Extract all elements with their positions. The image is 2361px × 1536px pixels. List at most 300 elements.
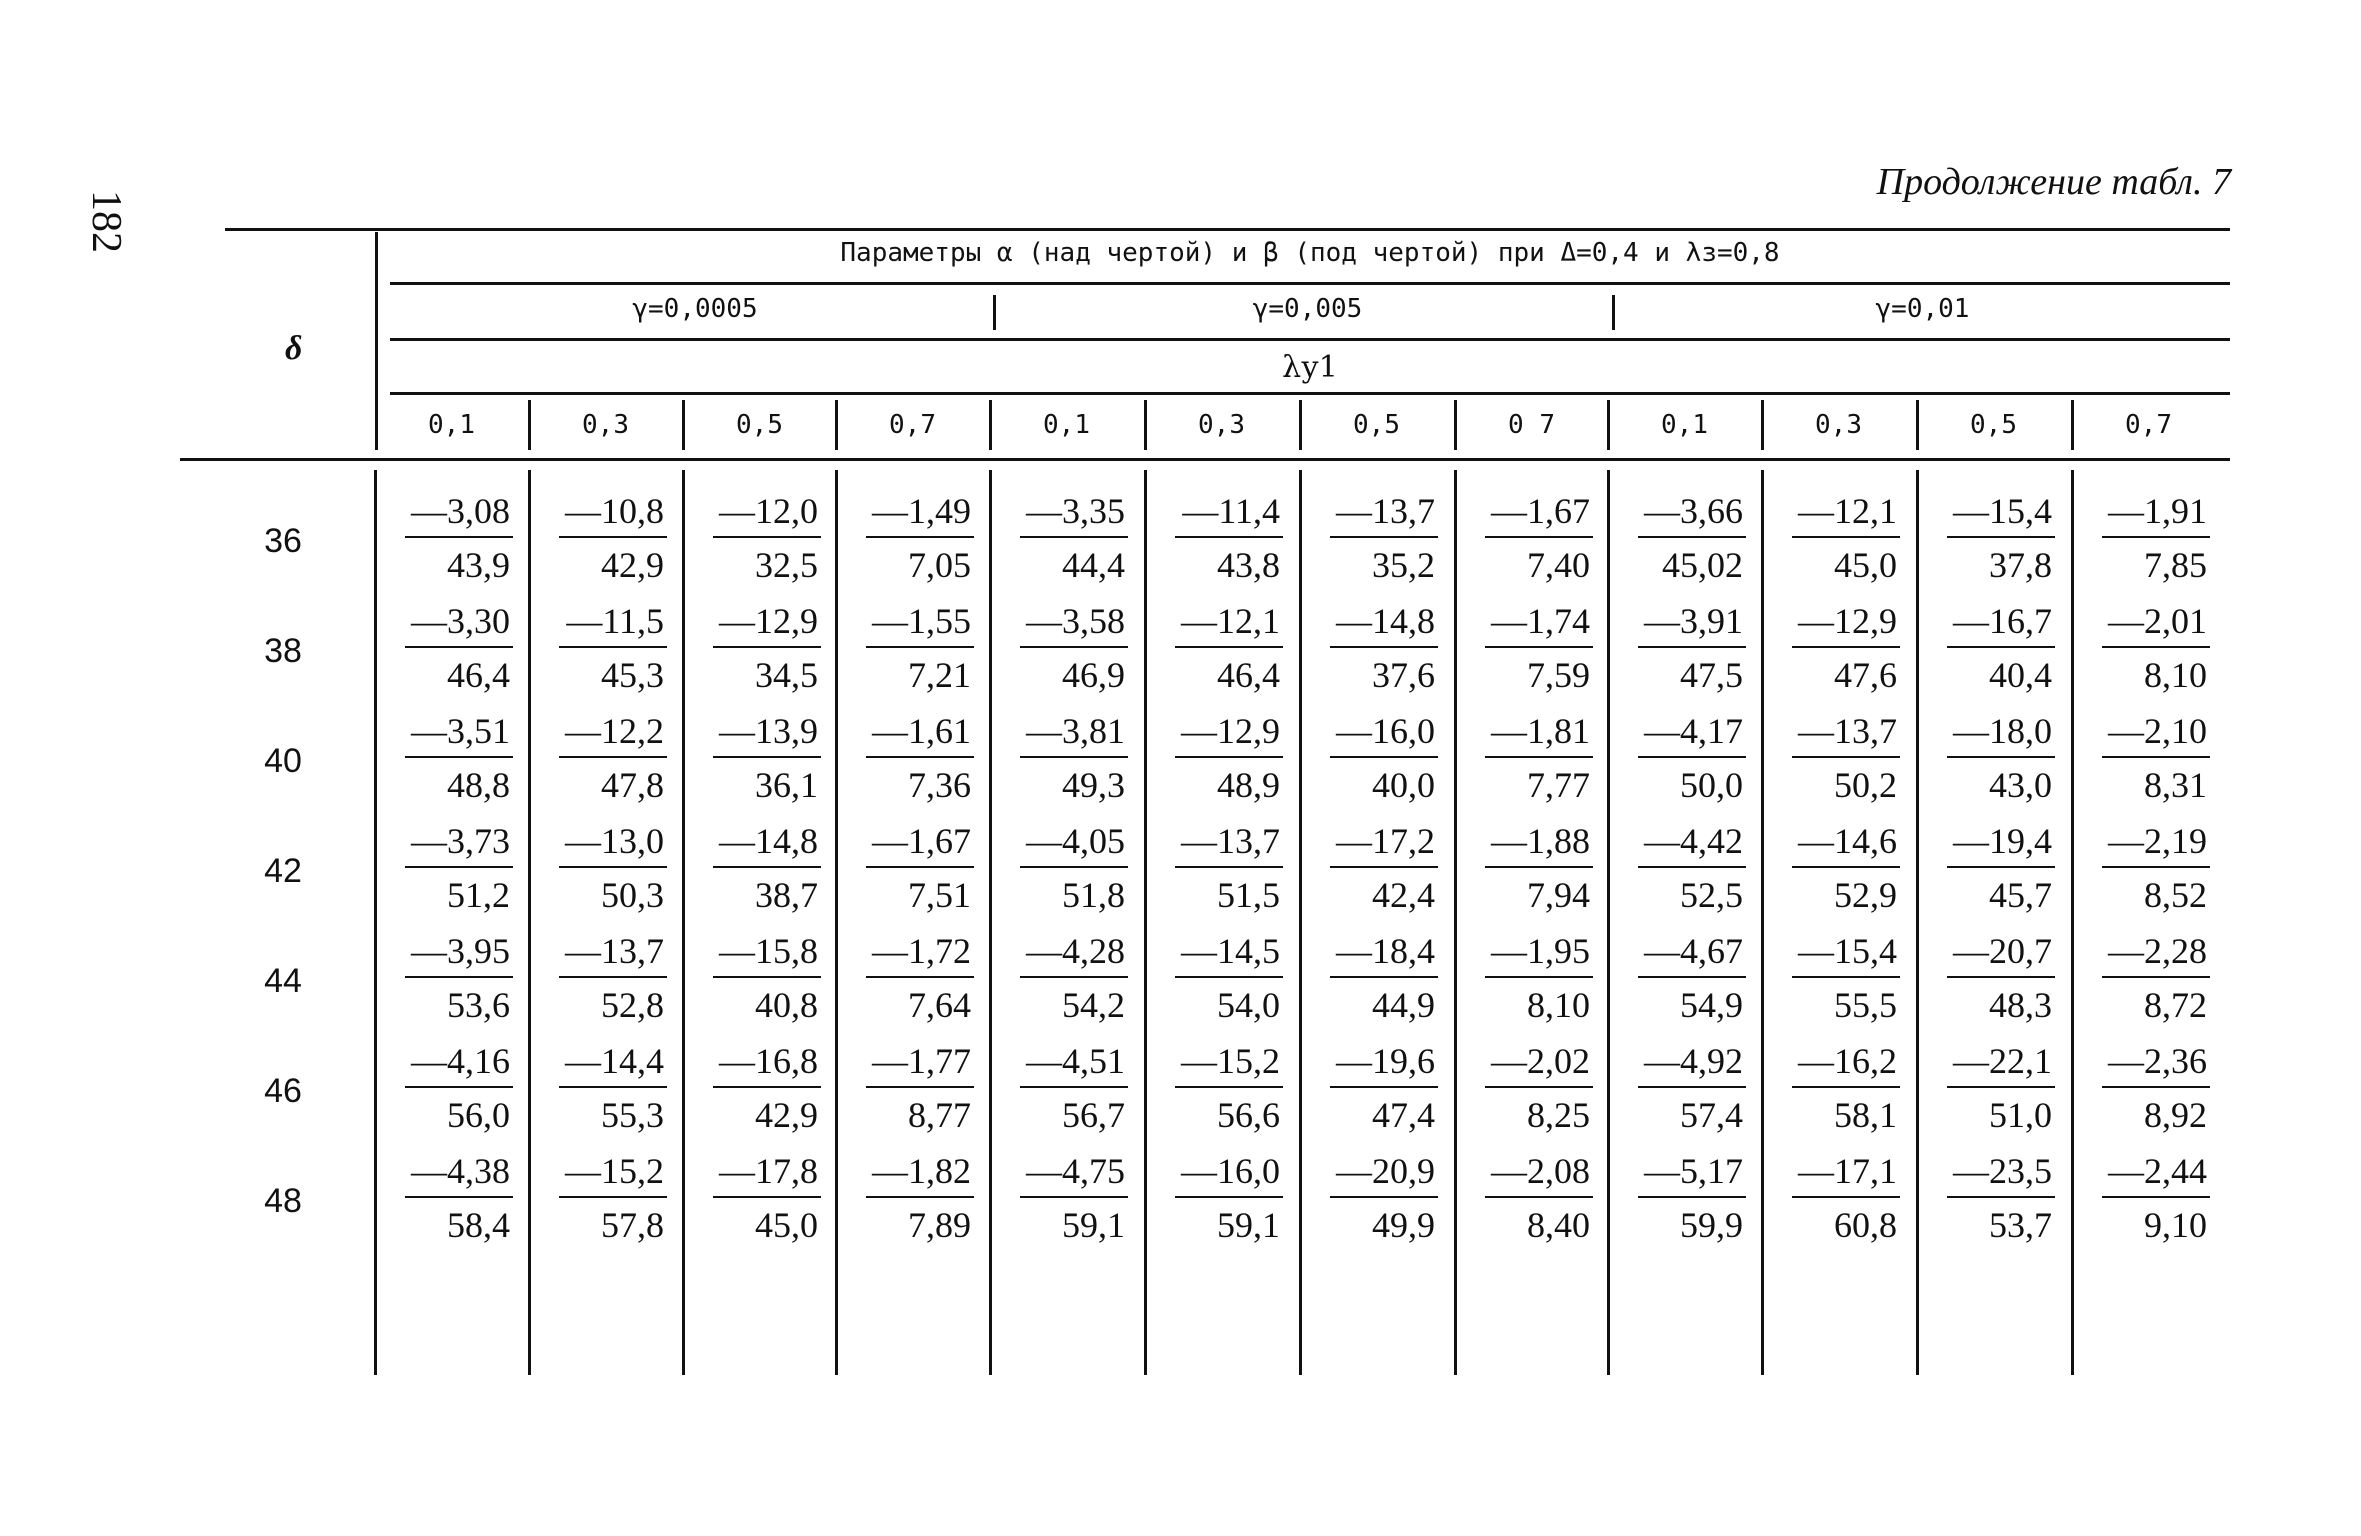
fraction-bar <box>2102 976 2210 978</box>
alpha-value: —15,2 <box>565 1151 664 1191</box>
alpha-value: —10,8 <box>565 491 664 531</box>
alpha-value: —3,91 <box>1644 601 1743 641</box>
fraction-bar <box>1485 866 1593 868</box>
beta-value: 47,8 <box>601 765 664 805</box>
fraction-bar <box>2102 1196 2210 1198</box>
beta-value: 55,5 <box>1834 985 1897 1025</box>
alpha-value: —18,0 <box>1953 711 2052 751</box>
column-header: 0,7 <box>889 410 936 440</box>
column-separator <box>2071 470 2074 1375</box>
alpha-value: —1,88 <box>1491 821 1590 861</box>
fraction-bar <box>866 1086 974 1088</box>
beta-value: 46,4 <box>447 655 510 695</box>
fraction-bar <box>1638 976 1746 978</box>
alpha-value: —1,91 <box>2108 491 2207 531</box>
beta-value: 50,2 <box>1834 765 1897 805</box>
alpha-value: —4,42 <box>1644 821 1743 861</box>
beta-value: 43,8 <box>1217 545 1280 585</box>
beta-value: 8,92 <box>2144 1095 2207 1135</box>
alpha-value: —23,5 <box>1953 1151 2052 1191</box>
beta-value: 44,4 <box>1062 545 1125 585</box>
row-label: 46 <box>264 1072 302 1110</box>
fraction-bar <box>405 536 513 538</box>
alpha-value: —4,38 <box>411 1151 510 1191</box>
alpha-value: —17,8 <box>719 1151 818 1191</box>
beta-value: 8,31 <box>2144 765 2207 805</box>
alpha-value: —3,08 <box>411 491 510 531</box>
beta-value: 55,3 <box>601 1095 664 1135</box>
fraction-bar <box>2102 1086 2210 1088</box>
alpha-value: —5,17 <box>1644 1151 1743 1191</box>
alpha-value: —3,81 <box>1026 711 1125 751</box>
column-separator <box>1607 470 1610 1375</box>
beta-value: 51,5 <box>1217 875 1280 915</box>
column-header-separator <box>1144 400 1147 450</box>
alpha-value: —16,7 <box>1953 601 2052 641</box>
alpha-value: —13,7 <box>1798 711 1897 751</box>
beta-value: 45,0 <box>1834 545 1897 585</box>
fraction-bar <box>1330 536 1438 538</box>
column-header: 0,7 <box>2125 410 2172 440</box>
beta-value: 57,4 <box>1680 1095 1743 1135</box>
alpha-value: —1,82 <box>872 1151 971 1191</box>
alpha-value: —4,75 <box>1026 1151 1125 1191</box>
beta-value: 57,8 <box>601 1205 664 1245</box>
fraction-bar <box>1330 1086 1438 1088</box>
fraction-bar <box>559 1196 667 1198</box>
beta-value: 46,9 <box>1062 655 1125 695</box>
fraction-bar <box>2102 866 2210 868</box>
column-header: 0,5 <box>1970 410 2017 440</box>
beta-value: 45,3 <box>601 655 664 695</box>
fraction-bar <box>1947 1196 2055 1198</box>
column-separator <box>835 470 838 1375</box>
alpha-value: —1,95 <box>1491 931 1590 971</box>
beta-value: 51,0 <box>1989 1095 2052 1135</box>
beta-value: 58,4 <box>447 1205 510 1245</box>
fraction-bar <box>713 646 821 648</box>
alpha-value: —3,30 <box>411 601 510 641</box>
beta-value: 52,8 <box>601 985 664 1025</box>
beta-value: 49,3 <box>1062 765 1125 805</box>
fraction-bar <box>1947 976 2055 978</box>
column-separator <box>989 470 992 1375</box>
fraction-bar <box>713 976 821 978</box>
fraction-bar <box>405 1196 513 1198</box>
beta-value: 8,25 <box>1527 1095 1590 1135</box>
fraction-bar <box>1792 756 1900 758</box>
alpha-value: —3,51 <box>411 711 510 751</box>
beta-value: 7,77 <box>1527 765 1590 805</box>
alpha-value: —4,67 <box>1644 931 1743 971</box>
beta-value: 46,4 <box>1217 655 1280 695</box>
beta-value: 54,0 <box>1217 985 1280 1025</box>
beta-value: 9,10 <box>2144 1205 2207 1245</box>
alpha-value: —2,36 <box>2108 1041 2207 1081</box>
fraction-bar <box>1792 1196 1900 1198</box>
column-separator <box>1761 470 1764 1375</box>
beta-value: 34,5 <box>755 655 818 695</box>
alpha-value: —20,7 <box>1953 931 2052 971</box>
fraction-bar <box>2102 536 2210 538</box>
fraction-bar <box>1330 646 1438 648</box>
fraction-bar <box>405 866 513 868</box>
column-separator <box>1454 470 1457 1375</box>
fraction-bar <box>1792 536 1900 538</box>
beta-value: 51,8 <box>1062 875 1125 915</box>
column-header: 0,3 <box>1198 410 1245 440</box>
beta-value: 42,9 <box>755 1095 818 1135</box>
fraction-bar <box>1020 646 1128 648</box>
fraction-bar <box>1330 866 1438 868</box>
fraction-bar <box>559 536 667 538</box>
fraction-bar <box>559 1086 667 1088</box>
fraction-bar <box>1485 1086 1593 1088</box>
fraction-bar <box>866 1196 974 1198</box>
column-header-separator <box>1299 400 1302 450</box>
beta-value: 49,9 <box>1372 1205 1435 1245</box>
beta-value: 43,9 <box>447 545 510 585</box>
column-header: 0,1 <box>1043 410 1090 440</box>
beta-value: 48,9 <box>1217 765 1280 805</box>
beta-value: 32,5 <box>755 545 818 585</box>
beta-value: 35,2 <box>1372 545 1435 585</box>
fraction-bar <box>1638 536 1746 538</box>
column-header: 0,5 <box>736 410 783 440</box>
alpha-value: —12,0 <box>719 491 818 531</box>
fraction-bar <box>405 976 513 978</box>
alpha-value: —12,9 <box>1798 601 1897 641</box>
alpha-value: —14,8 <box>719 821 818 861</box>
alpha-value: —13,0 <box>565 821 664 861</box>
alpha-value: —3,95 <box>411 931 510 971</box>
row-label: 48 <box>264 1182 302 1220</box>
fraction-bar <box>1792 646 1900 648</box>
alpha-value: —2,02 <box>1491 1041 1590 1081</box>
header-bottom-rule <box>180 458 2230 461</box>
beta-value: 56,7 <box>1062 1095 1125 1135</box>
column-header-separator <box>2071 400 2074 450</box>
beta-value: 52,9 <box>1834 875 1897 915</box>
fraction-bar <box>2102 646 2210 648</box>
alpha-value: —4,28 <box>1026 931 1125 971</box>
fraction-bar <box>2102 756 2210 758</box>
alpha-value: —1,67 <box>872 821 971 861</box>
column-header: 0,1 <box>428 410 475 440</box>
beta-value: 54,2 <box>1062 985 1125 1025</box>
beta-value: 59,1 <box>1062 1205 1125 1245</box>
column-separator <box>1299 470 1302 1375</box>
fraction-bar <box>1175 646 1283 648</box>
alpha-value: —1,74 <box>1491 601 1590 641</box>
alpha-value: —15,4 <box>1953 491 2052 531</box>
alpha-value: —4,16 <box>411 1041 510 1081</box>
beta-value: 53,7 <box>1989 1205 2052 1245</box>
beta-value: 54,9 <box>1680 985 1743 1025</box>
beta-value: 45,7 <box>1989 875 2052 915</box>
alpha-value: —1,55 <box>872 601 971 641</box>
alpha-value: —2,44 <box>2108 1151 2207 1191</box>
column-header-separator <box>989 400 992 450</box>
fraction-bar <box>1638 1086 1746 1088</box>
beta-value: 47,6 <box>1834 655 1897 695</box>
alpha-value: —11,4 <box>1182 491 1280 531</box>
alpha-value: —3,73 <box>411 821 510 861</box>
alpha-value: —12,1 <box>1181 601 1280 641</box>
lambda-rule <box>390 392 2230 395</box>
params-rule <box>390 282 2230 285</box>
row-label: 44 <box>264 962 302 1000</box>
fraction-bar <box>559 976 667 978</box>
beta-value: 47,5 <box>1680 655 1743 695</box>
column-header: 0,3 <box>1815 410 1862 440</box>
beta-value: 47,4 <box>1372 1095 1435 1135</box>
alpha-value: —13,7 <box>1336 491 1435 531</box>
alpha-value: —13,7 <box>565 931 664 971</box>
fraction-bar <box>713 1196 821 1198</box>
alpha-value: —1,77 <box>872 1041 971 1081</box>
gamma-group-1: γ=0,0005 <box>632 294 758 324</box>
fraction-bar <box>1020 1086 1128 1088</box>
beta-value: 48,3 <box>1989 985 2052 1025</box>
gamma-rule <box>390 338 2230 341</box>
page-number: 182 <box>83 190 129 253</box>
fraction-bar <box>713 866 821 868</box>
alpha-value: —4,92 <box>1644 1041 1743 1081</box>
row-label: 36 <box>264 522 302 560</box>
beta-value: 51,2 <box>447 875 510 915</box>
alpha-value: —15,4 <box>1798 931 1897 971</box>
fraction-bar <box>1638 1196 1746 1198</box>
alpha-value: —13,7 <box>1181 821 1280 861</box>
fraction-bar <box>1020 976 1128 978</box>
fraction-bar <box>713 756 821 758</box>
alpha-value: —4,17 <box>1644 711 1743 751</box>
alpha-value: —12,9 <box>1181 711 1280 751</box>
alpha-value: —12,9 <box>719 601 818 641</box>
row-header-delta: δ <box>285 330 303 367</box>
fraction-bar <box>866 646 974 648</box>
fraction-bar <box>1947 866 2055 868</box>
alpha-value: —1,81 <box>1491 711 1590 751</box>
alpha-value: —1,49 <box>872 491 971 531</box>
fraction-bar <box>1485 536 1593 538</box>
fraction-bar <box>559 866 667 868</box>
fraction-bar <box>1947 1086 2055 1088</box>
fraction-bar <box>1175 1196 1283 1198</box>
column-header: 0,3 <box>582 410 629 440</box>
alpha-value: —3,58 <box>1026 601 1125 641</box>
fraction-bar <box>1020 1196 1128 1198</box>
alpha-value: —14,8 <box>1336 601 1435 641</box>
alpha-value: —13,9 <box>719 711 818 751</box>
fraction-bar <box>866 536 974 538</box>
alpha-value: —18,4 <box>1336 931 1435 971</box>
fraction-bar <box>866 866 974 868</box>
alpha-value: —20,9 <box>1336 1151 1435 1191</box>
beta-value: 56,6 <box>1217 1095 1280 1135</box>
fraction-bar <box>1792 976 1900 978</box>
beta-value: 8,72 <box>2144 985 2207 1025</box>
beta-value: 37,8 <box>1989 545 2052 585</box>
fraction-bar <box>1175 976 1283 978</box>
column-separator <box>374 470 377 1375</box>
alpha-value: —12,1 <box>1798 491 1897 531</box>
alpha-value: —1,67 <box>1491 491 1590 531</box>
column-header-separator <box>1454 400 1457 450</box>
fraction-bar <box>713 1086 821 1088</box>
column-header-separator <box>528 400 531 450</box>
beta-value: 7,89 <box>908 1205 971 1245</box>
beta-value: 40,0 <box>1372 765 1435 805</box>
alpha-value: —1,61 <box>872 711 971 751</box>
column-separator <box>528 470 531 1375</box>
beta-value: 52,5 <box>1680 875 1743 915</box>
row-label: 40 <box>264 742 302 780</box>
column-header: 0,1 <box>1661 410 1708 440</box>
alpha-value: —15,2 <box>1181 1041 1280 1081</box>
fraction-bar <box>1947 536 2055 538</box>
fraction-bar <box>405 1086 513 1088</box>
fraction-bar <box>1330 756 1438 758</box>
beta-value: 59,1 <box>1217 1205 1280 1245</box>
beta-value: 59,9 <box>1680 1205 1743 1245</box>
beta-value: 7,64 <box>908 985 971 1025</box>
beta-value: 48,8 <box>447 765 510 805</box>
fraction-bar <box>1638 756 1746 758</box>
beta-value: 45,0 <box>755 1205 818 1245</box>
fraction-bar <box>1175 1086 1283 1088</box>
alpha-value: —15,8 <box>719 931 818 971</box>
fraction-bar <box>1792 866 1900 868</box>
beta-value: 7,21 <box>908 655 971 695</box>
beta-value: 8,10 <box>2144 655 2207 695</box>
beta-value: 53,6 <box>447 985 510 1025</box>
alpha-value: —14,5 <box>1181 931 1280 971</box>
beta-value: 8,52 <box>2144 875 2207 915</box>
alpha-value: —3,35 <box>1026 491 1125 531</box>
fraction-bar <box>1175 866 1283 868</box>
alpha-value: —19,6 <box>1336 1041 1435 1081</box>
beta-value: 50,3 <box>601 875 664 915</box>
alpha-value: —3,66 <box>1644 491 1743 531</box>
fraction-bar <box>405 756 513 758</box>
alpha-value: —17,1 <box>1798 1151 1897 1191</box>
fraction-bar <box>1485 756 1593 758</box>
fraction-bar <box>1175 756 1283 758</box>
alpha-value: —2,28 <box>2108 931 2207 971</box>
alpha-value: —17,2 <box>1336 821 1435 861</box>
beta-value: 50,0 <box>1680 765 1743 805</box>
alpha-value: —4,51 <box>1026 1041 1125 1081</box>
column-header-separator <box>1607 400 1610 450</box>
beta-value: 45,02 <box>1662 545 1743 585</box>
alpha-value: —16,2 <box>1798 1041 1897 1081</box>
beta-value: 7,05 <box>908 545 971 585</box>
beta-value: 8,40 <box>1527 1205 1590 1245</box>
beta-value: 36,1 <box>755 765 818 805</box>
beta-value: 60,8 <box>1834 1205 1897 1245</box>
fraction-bar <box>1947 756 2055 758</box>
beta-value: 7,94 <box>1527 875 1590 915</box>
fraction-bar <box>866 756 974 758</box>
beta-value: 7,59 <box>1527 655 1590 695</box>
row-label: 38 <box>264 632 302 670</box>
alpha-value: —2,10 <box>2108 711 2207 751</box>
alpha-value: —22,1 <box>1953 1041 2052 1081</box>
alpha-value: —19,4 <box>1953 821 2052 861</box>
beta-value: 7,36 <box>908 765 971 805</box>
beta-value: 56,0 <box>447 1095 510 1135</box>
column-separator <box>682 470 685 1375</box>
beta-value: 8,10 <box>1527 985 1590 1025</box>
column-header-separator <box>682 400 685 450</box>
fraction-bar <box>559 756 667 758</box>
fraction-bar <box>405 646 513 648</box>
column-header-separator <box>835 400 838 450</box>
beta-value: 42,4 <box>1372 875 1435 915</box>
beta-value: 40,8 <box>755 985 818 1025</box>
fraction-bar <box>1020 536 1128 538</box>
fraction-bar <box>1638 646 1746 648</box>
alpha-value: —4,05 <box>1026 821 1125 861</box>
beta-value: 7,85 <box>2144 545 2207 585</box>
parameters-title: Параметры α (над чертой) и β (под чертой) при Δ=0,4 и λз=0,8 <box>840 238 1780 268</box>
beta-value: 38,7 <box>755 875 818 915</box>
alpha-value: —1,72 <box>872 931 971 971</box>
column-separator <box>1916 470 1919 1375</box>
beta-value: 42,9 <box>601 545 664 585</box>
fraction-bar <box>1638 866 1746 868</box>
beta-value: 8,77 <box>908 1095 971 1135</box>
column-header-separator <box>1761 400 1764 450</box>
gamma-group-2: γ=0,005 <box>1252 294 1363 324</box>
alpha-value: —12,2 <box>565 711 664 751</box>
alpha-value: —11,5 <box>566 601 664 641</box>
beta-value: 7,40 <box>1527 545 1590 585</box>
beta-value: 7,51 <box>908 875 971 915</box>
row-label: 42 <box>264 852 302 890</box>
fraction-bar <box>1485 646 1593 648</box>
fraction-bar <box>1175 536 1283 538</box>
fraction-bar <box>713 536 821 538</box>
gamma-group-3: γ=0,01 <box>1875 294 1970 324</box>
fraction-bar <box>1792 1086 1900 1088</box>
fraction-bar <box>866 976 974 978</box>
alpha-value: —14,6 <box>1798 821 1897 861</box>
alpha-value: —2,08 <box>1491 1151 1590 1191</box>
fraction-bar <box>1947 646 2055 648</box>
alpha-value: —16,8 <box>719 1041 818 1081</box>
beta-value: 37,6 <box>1372 655 1435 695</box>
alpha-value: —14,4 <box>565 1041 664 1081</box>
fraction-bar <box>1485 976 1593 978</box>
beta-value: 58,1 <box>1834 1095 1897 1135</box>
column-separator <box>1144 470 1147 1375</box>
alpha-value: —2,19 <box>2108 821 2207 861</box>
fraction-bar <box>1020 866 1128 868</box>
fraction-bar <box>1485 1196 1593 1198</box>
fraction-bar <box>559 646 667 648</box>
column-header-separator <box>1916 400 1919 450</box>
column-header: 0 7 <box>1508 410 1555 440</box>
column-header: 0,5 <box>1353 410 1400 440</box>
beta-value: 40,4 <box>1989 655 2052 695</box>
beta-value: 44,9 <box>1372 985 1435 1025</box>
fraction-bar <box>1020 756 1128 758</box>
alpha-value: —16,0 <box>1336 711 1435 751</box>
alpha-value: —16,0 <box>1181 1151 1280 1191</box>
